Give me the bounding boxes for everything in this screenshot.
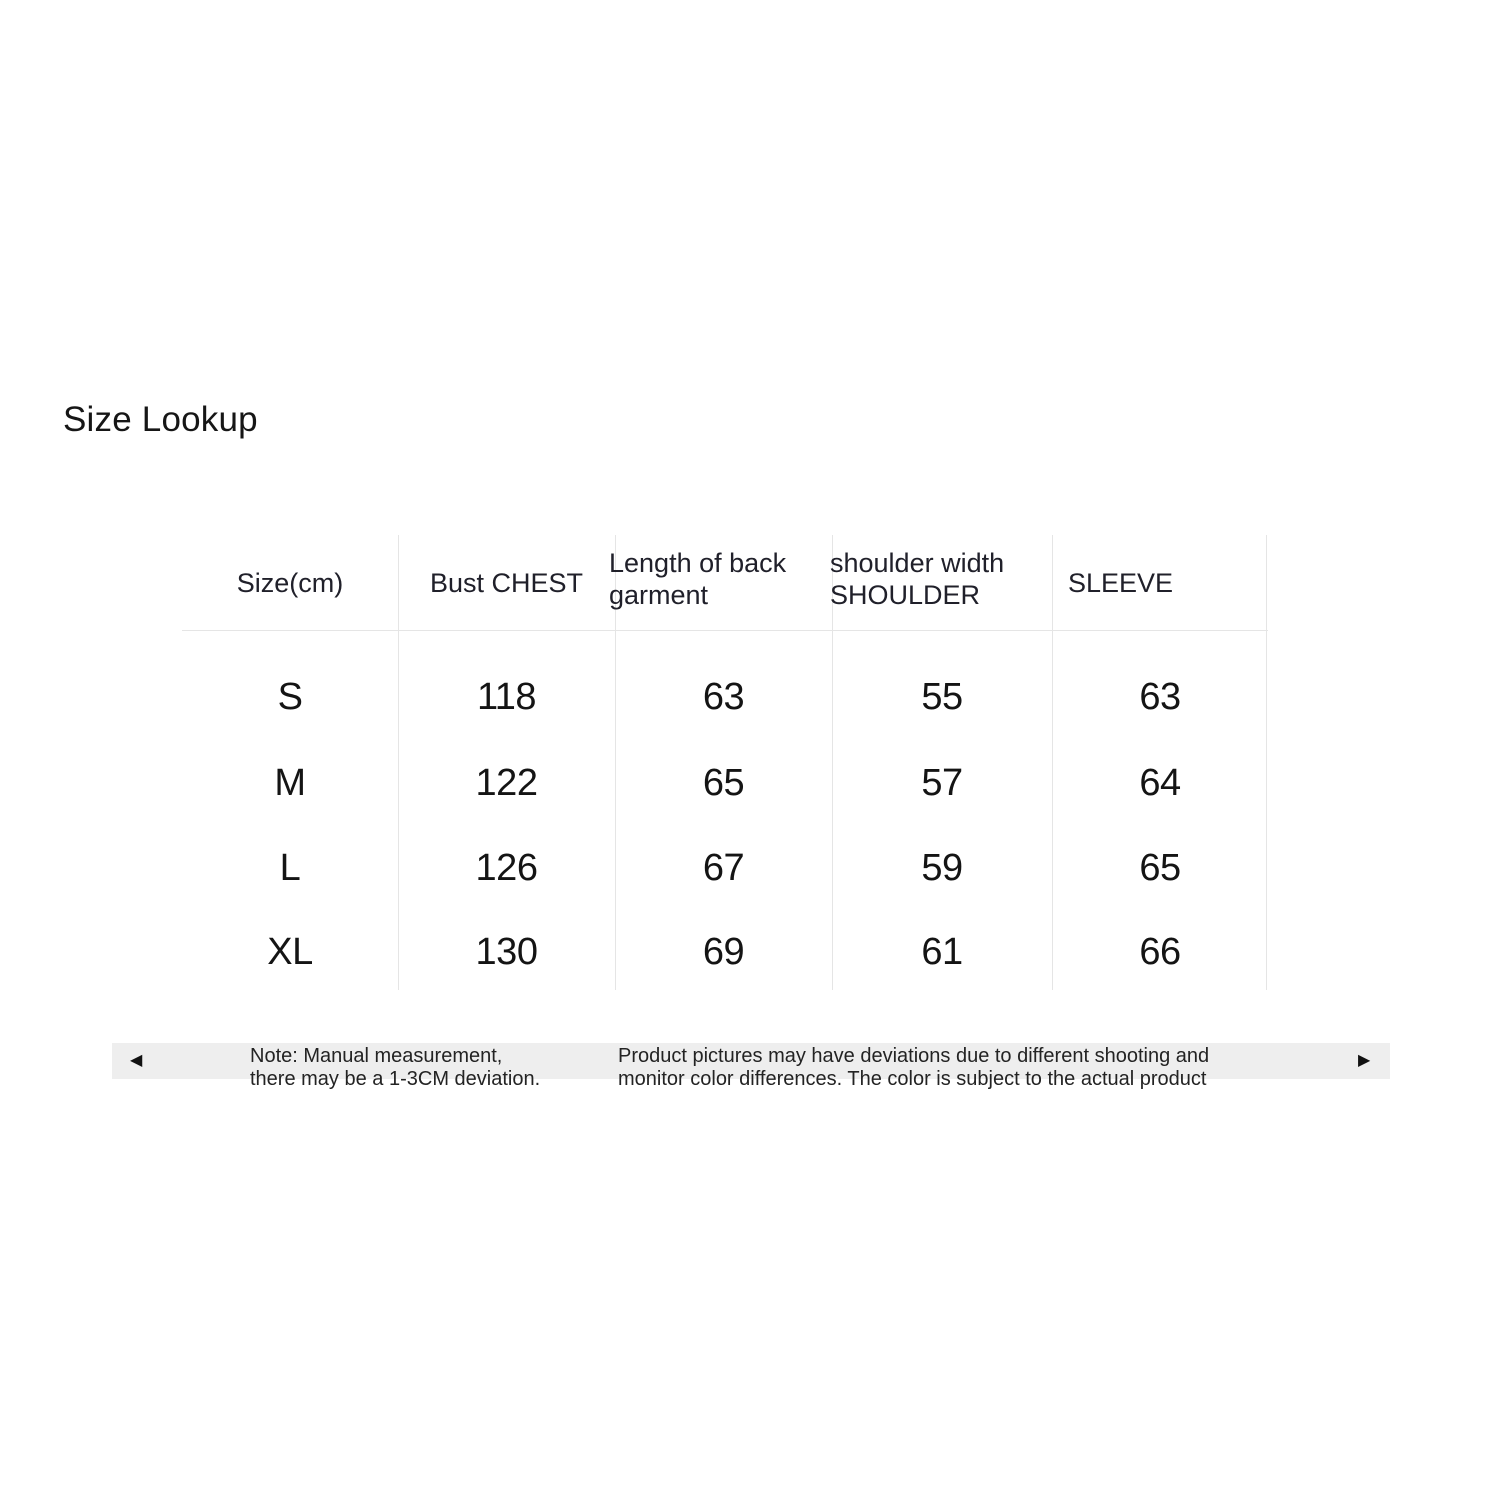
column-header-bust: Bust CHEST [429,568,584,598]
color-deviation-note-line1: Product pictures may have deviations due to different shooting and [618,1045,1210,1067]
size-row-label: S [277,676,303,718]
table-cell-shoulder: 57 [921,762,963,804]
column-header-size: Size(cm) [236,568,344,598]
table-cell-bust: 122 [475,762,538,804]
table-cell-shoulder: 55 [921,676,963,718]
column-header-shoulder: shoulder width SHOULDER [830,548,1005,610]
table-cell-bust: 130 [475,931,538,973]
size-row-label: L [279,847,301,889]
column-header-sleeve: SLEEVE [1068,568,1174,598]
table-cell-back-length: 65 [702,762,745,804]
next-arrow-icon[interactable]: ▶ [1358,1052,1371,1069]
size-row-label: XL [267,931,313,973]
column-header-back-length: Length of back garment [609,548,787,610]
table-cell-back-length: 67 [702,847,745,889]
measurement-note-line2: there may be a 1-3CM deviation. [250,1068,541,1090]
table-cell-bust: 118 [476,676,537,718]
measurement-note [250,1045,540,1091]
table-row-s [182,667,1268,727]
table-cell-back-length: 69 [702,931,745,973]
page-title: Size Lookup [63,400,258,439]
size-row-label: M [274,762,306,804]
header-underline [182,630,1268,631]
table-cell-sleeve: 64 [1139,762,1181,804]
prev-arrow-icon[interactable]: ◀ [130,1052,143,1069]
table-row-l [182,838,1268,898]
color-deviation-note-line2: monitor color differences. The color is subject to the actual product [618,1068,1207,1090]
table-cell-back-length: 63 [702,676,745,718]
table-cell-bust: 126 [475,847,538,889]
table-row-m [182,753,1268,813]
table-cell-sleeve: 65 [1139,847,1181,889]
size-table [182,535,1268,990]
measurement-note-line1: Note: Manual measurement, [250,1045,503,1067]
table-cell-shoulder: 61 [921,931,963,973]
table-cell-shoulder: 59 [921,847,963,889]
table-cell-sleeve: 63 [1139,676,1181,718]
color-deviation-note [618,1045,1209,1091]
table-cell-sleeve: 66 [1139,931,1181,973]
table-row-xl [182,922,1268,982]
